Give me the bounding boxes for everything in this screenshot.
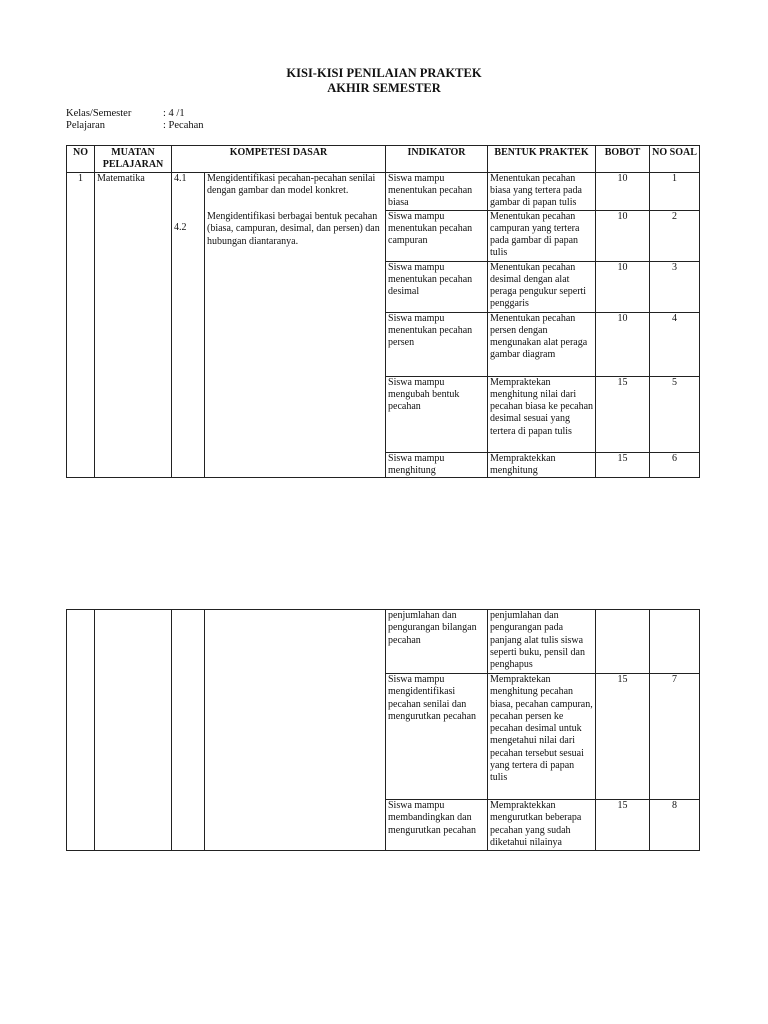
cell-no: 1: [67, 172, 95, 478]
document-subtitle: AKHIR SEMESTER: [327, 81, 441, 95]
cell-kd-text: [205, 610, 386, 851]
cell-soal: 1: [650, 172, 700, 210]
cell-bobot: 10: [596, 312, 650, 376]
header-indikator: INDIKATOR: [386, 146, 488, 173]
kd-number: 4.2: [174, 221, 187, 233]
kd-text: Mengidentifikasi berbagai bentuk pecahan (biasa, campuran, desimal, dan persen) dan hubungan diantaranya.: [207, 211, 380, 247]
table-row: [67, 610, 700, 674]
cell-kd-numbers: [172, 610, 205, 851]
kd-text: Mengidentifikasi pecahan-pecahan senilai dengan gambar dan model konkret.: [207, 172, 376, 196]
cell-bentuk: Menentukan pecahan desimal dengan alat peraga pengukur seperti penggaris: [488, 261, 596, 312]
cell-no: [67, 610, 95, 851]
cell-bentuk: Mempraktekan menghitung pecahan biasa, pecahan campuran, pecahan persen ke pecahan desimal untuk mengetahui nilai dari pecahan tersebut sesuai yang tertera di papan tulis: [488, 674, 596, 800]
cell-indikator: Siswa mampu menentukan pecahan persen: [386, 312, 488, 376]
cell-soal: 4: [650, 312, 700, 376]
cell-indikator: Siswa mampu mengidentifikasi pecahan senilai dan mengurutkan pecahan: [386, 674, 488, 800]
cell-bentuk: Menentukan pecahan biasa yang tertera pada gambar di papan tulis: [488, 172, 596, 210]
kisi-kisi-table: [66, 145, 700, 478]
cell-soal: 3: [650, 261, 700, 312]
table-row: [67, 172, 700, 210]
cell-indikator: Siswa mampu menentukan pecahan biasa: [386, 172, 488, 210]
table-header-row: [67, 146, 700, 173]
cell-indikator: Siswa mampu menentukan pecahan desimal: [386, 261, 488, 312]
cell-soal: 5: [650, 376, 700, 452]
cell-indikator: penjumlahan dan pengurangan bilangan pecahan: [386, 610, 488, 674]
cell-bentuk: Mempraktekkan mengurutkan beberapa pecahan yang sudah diketahui nilainya: [488, 800, 596, 851]
kd-number: 4.1: [174, 172, 187, 184]
cell-bentuk: penjumlahan dan pengurangan pada panjang alat tulis siswa seperti buku, pensil dan penghapus: [488, 610, 596, 674]
header-soal: NO SOAL: [650, 146, 700, 173]
cell-bobot: 15: [596, 674, 650, 800]
meta-label: Kelas/Semester: [66, 108, 132, 119]
cell-bentuk: Mempraktekkan menghitung: [488, 452, 596, 478]
cell-kd-text: [205, 172, 386, 478]
header-no: NO: [67, 146, 95, 173]
document-title: KISI-KISI PENILAIAN PRAKTEK: [286, 66, 482, 80]
cell-soal: 7: [650, 674, 700, 800]
meta-kelas-semester: [66, 108, 185, 120]
cell-soal: 2: [650, 210, 700, 261]
cell-soal: [650, 610, 700, 674]
cell-indikator: Siswa mampu mengubah bentuk pecahan: [386, 376, 488, 452]
cell-indikator: Siswa mampu menghitung: [386, 452, 488, 478]
cell-bentuk: Menentukan pecahan campuran yang tertera pada gambar di papan tulis: [488, 210, 596, 261]
meta-value: : 4 /1: [163, 108, 185, 119]
cell-bobot: 15: [596, 452, 650, 478]
cell-muatan: Matematika: [95, 172, 172, 478]
header-kompetensi: KOMPETESI DASAR: [172, 146, 386, 173]
cell-bentuk: Mempraktekan menghitung nilai dari pecahan biasa ke pecahan desimal sesuai yang tertera di papan tulis: [488, 376, 596, 452]
cell-muatan: [95, 610, 172, 851]
cell-bobot: 10: [596, 172, 650, 210]
cell-bentuk: Menentukan pecahan persen dengan mengunakan alat peraga gambar diagram: [488, 312, 596, 376]
kisi-kisi-table-continued: [66, 609, 700, 851]
cell-bobot: 10: [596, 210, 650, 261]
meta-pelajaran: [66, 120, 204, 132]
cell-indikator: Siswa mampu membandingkan dan mengurutkan pecahan: [386, 800, 488, 851]
header-muatan: MUATAN PELAJARAN: [95, 146, 172, 173]
meta-label: Pelajaran: [66, 120, 106, 131]
cell-soal: 6: [650, 452, 700, 478]
cell-bobot: [596, 610, 650, 674]
cell-kd-numbers: [172, 172, 205, 478]
header-bentuk: BENTUK PRAKTEK: [488, 146, 596, 173]
header-bobot: BOBOT: [596, 146, 650, 173]
meta-value: : Pecahan: [163, 120, 204, 131]
cell-indikator: Siswa mampu menentukan pecahan campuran: [386, 210, 488, 261]
cell-bobot: 10: [596, 261, 650, 312]
cell-bobot: 15: [596, 800, 650, 851]
cell-bobot: 15: [596, 376, 650, 452]
cell-soal: 8: [650, 800, 700, 851]
